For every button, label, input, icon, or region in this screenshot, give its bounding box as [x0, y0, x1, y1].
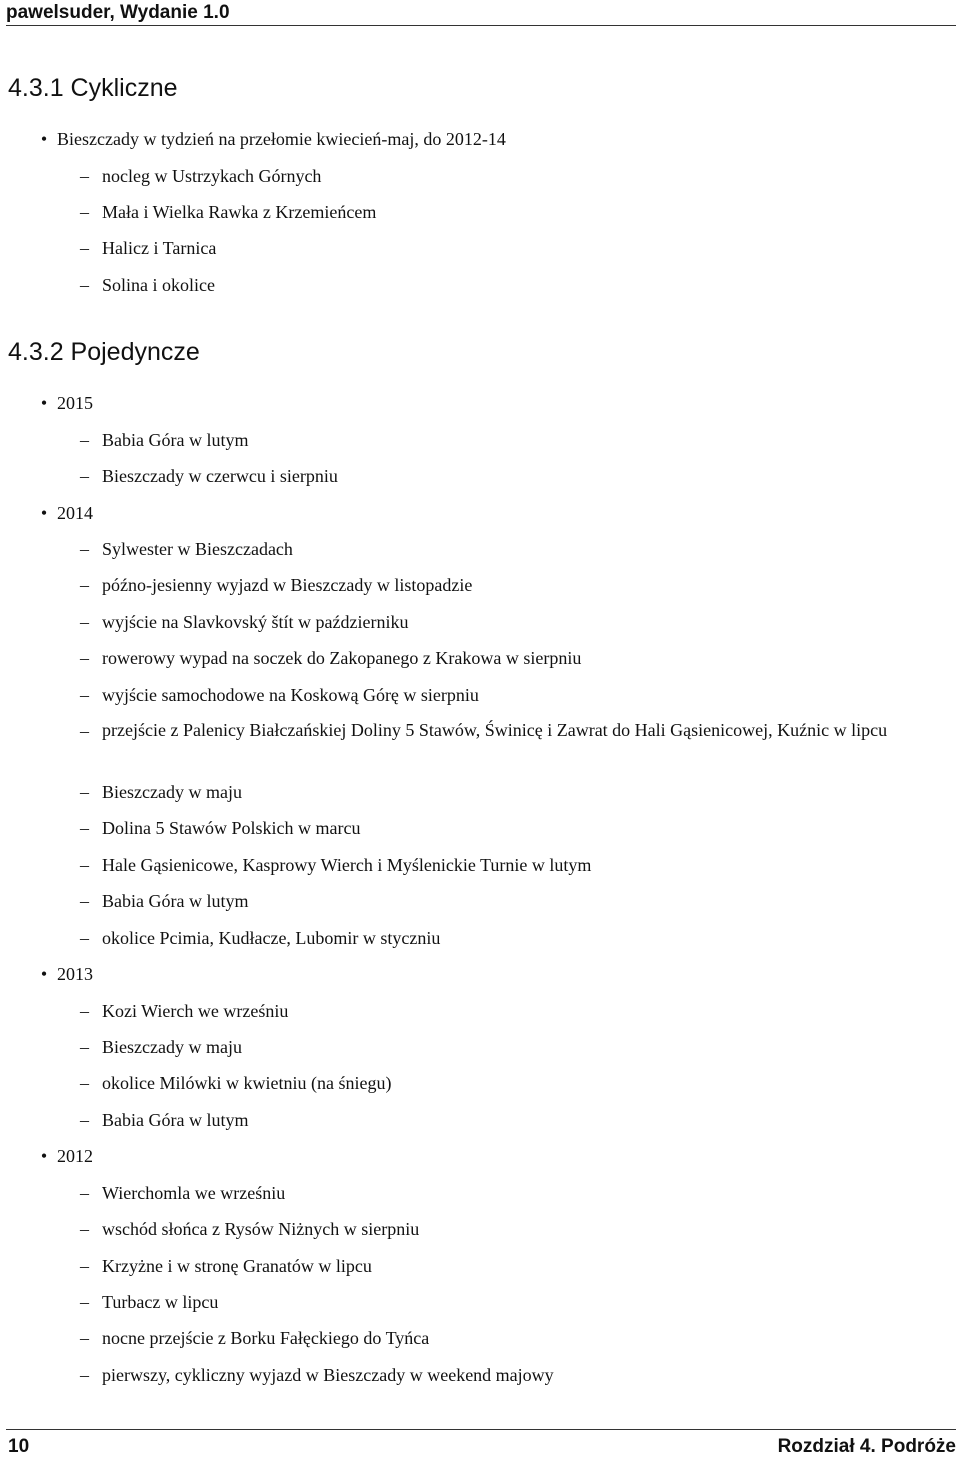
dash-marker: –: [80, 466, 89, 486]
bullet-marker: •: [40, 129, 48, 149]
dash-marker: –: [80, 575, 89, 595]
dash-marker: –: [80, 612, 89, 632]
dash-marker: –: [80, 855, 89, 875]
running-header: [6, 0, 956, 26]
dash-marker: –: [80, 648, 89, 668]
page-footer: [6, 1429, 956, 1457]
bullet-marker: •: [40, 964, 48, 984]
dash-marker: –: [80, 891, 89, 911]
dash-marker: –: [80, 782, 89, 802]
dash-marker: –: [80, 1292, 89, 1312]
dash-marker: –: [80, 1073, 89, 1093]
page-number: 10: [8, 1436, 30, 1457]
dash-marker: –: [80, 1001, 89, 1021]
dash-marker: –: [80, 1256, 89, 1276]
section-heading-cykliczne: 4.3.1 Cykliczne: [8, 74, 178, 102]
dash-marker: –: [80, 1183, 89, 1203]
dash-marker: –: [80, 1365, 89, 1385]
bullet-marker: •: [40, 1146, 48, 1166]
header-title: pawelsuder, Wydanie 1.0: [6, 2, 230, 23]
dash-marker: –: [80, 275, 89, 295]
dash-marker: –: [80, 202, 89, 222]
bullet-marker: •: [40, 393, 48, 413]
dash-marker: –: [80, 1110, 89, 1130]
dash-marker: –: [80, 539, 89, 559]
dash-marker: –: [80, 238, 89, 258]
dash-marker: –: [80, 1037, 89, 1057]
dash-marker: –: [80, 166, 89, 186]
dash-marker: –: [80, 1328, 89, 1348]
bullet-marker: •: [40, 503, 48, 523]
section-heading-pojedyncze: 4.3.2 Pojedyncze: [8, 338, 200, 366]
dash-marker: –: [80, 685, 89, 705]
dash-marker: –: [80, 928, 89, 948]
dash-marker: –: [80, 818, 89, 838]
chapter-title: Rozdział 4. Podróże: [777, 1436, 956, 1457]
dash-marker: –: [80, 1219, 89, 1239]
dash-marker: –: [80, 721, 89, 741]
dash-marker: –: [80, 430, 89, 450]
